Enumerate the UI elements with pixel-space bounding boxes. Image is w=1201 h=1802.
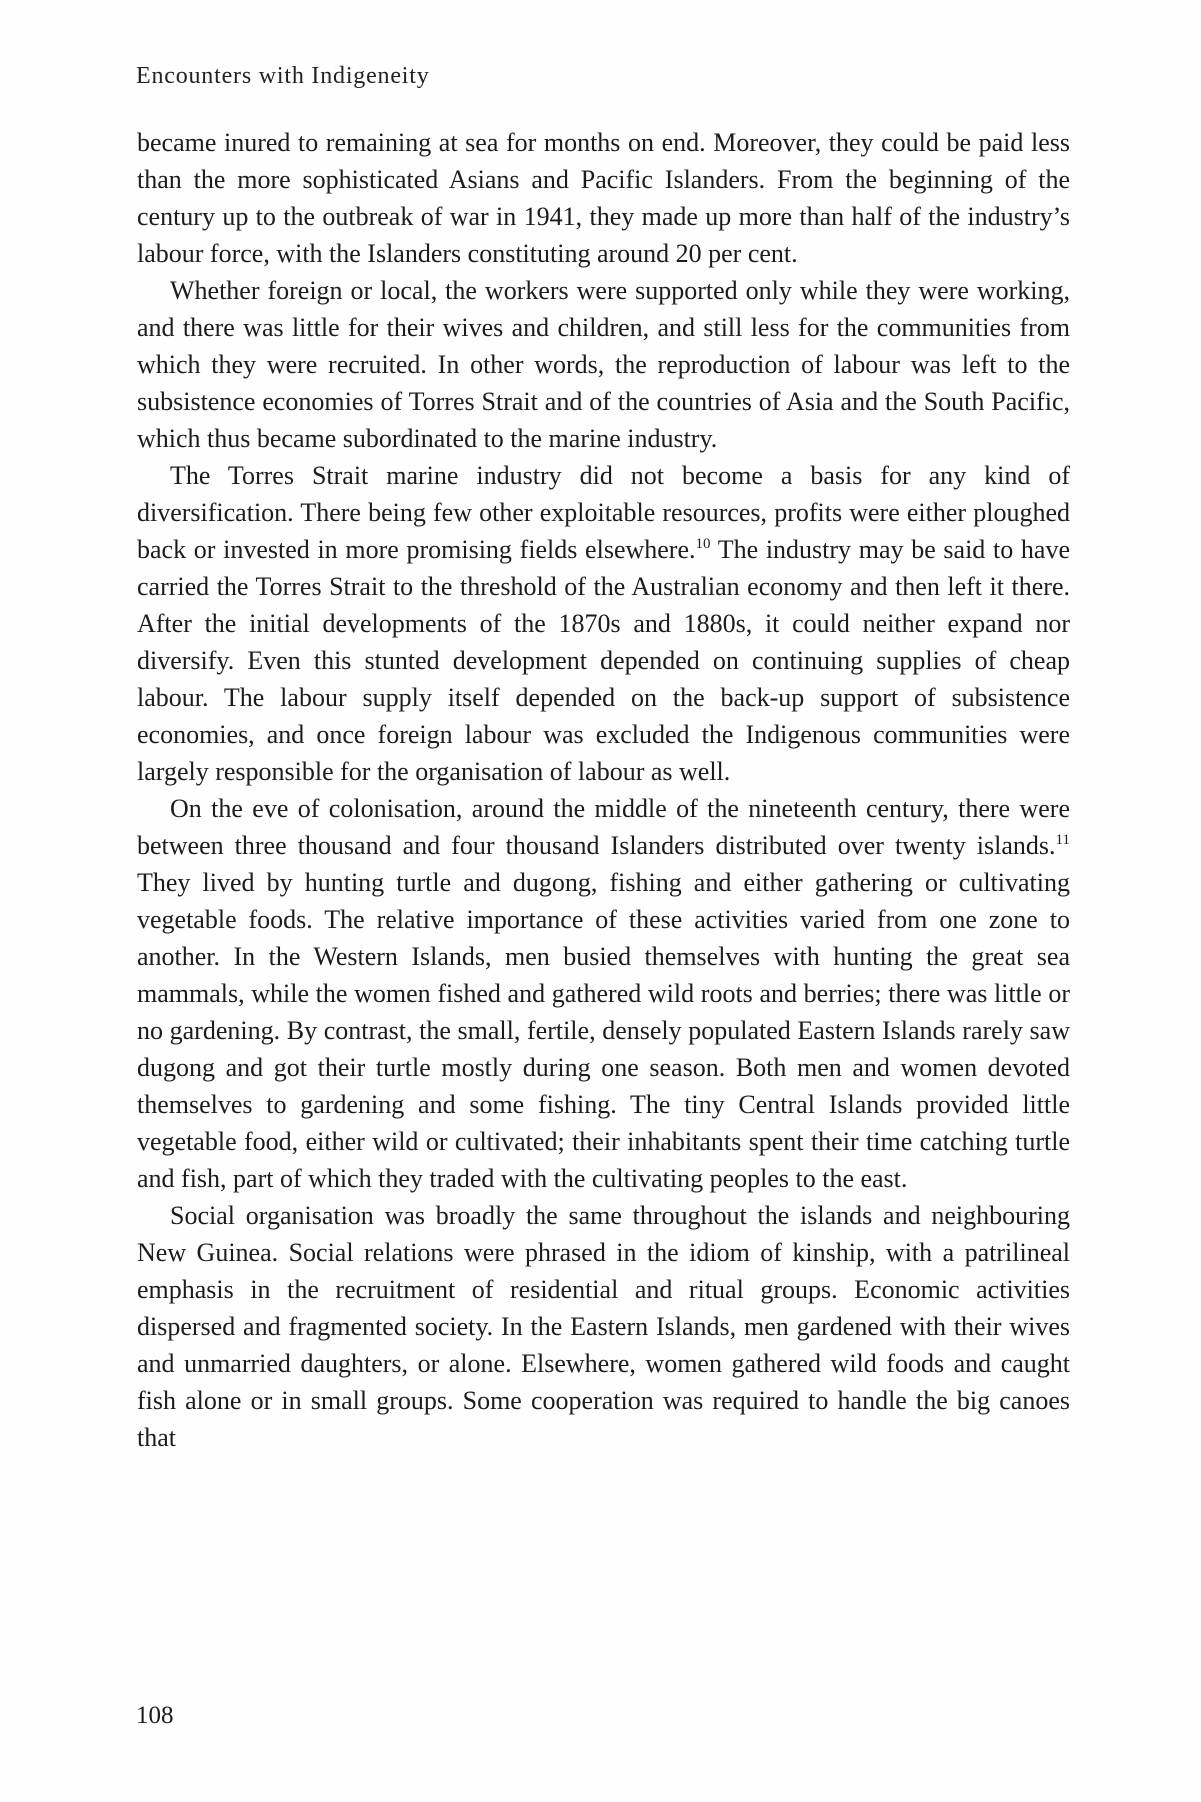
paragraph-text: On the eve of colonisation, around the middle of the nineteenth century, there were between three thousand and four thousand Islanders distributed over twenty islands. bbox=[137, 794, 1070, 860]
paragraph bbox=[137, 790, 1070, 1197]
paragraph: Whether foreign or local, the workers were supported only while they were working, and there was little for their wives and children, and still less for the communities from which they were recruited. In other words, the reproduction of labour was left to the subsistence economies of Torres Strait and of the countries of Asia and the South Pacific, which thus became subordinated to the marine industry. bbox=[137, 276, 1070, 453]
running-head: Encounters with Indigeneity bbox=[136, 63, 430, 89]
paragraph-text: The Torres Strait marine industry did not become a basis for any kind of diversification. There being few other exploitable resources, profits were either ploughed back or invested in more promising fields elsewhere. bbox=[137, 461, 1070, 564]
page-number: 108 bbox=[136, 1702, 174, 1729]
paragraph-text: They lived by hunting turtle and dugong, fishing and either gathering or cultivating vegetable foods. The relative importance of these activities varied from one zone to another. In the Western Islands, men busied themselves with hunting the great sea mammals, while the women fished and gathered wild roots and berries; there was little or no gardening. By contrast, the small, fertile, densely populated Eastern Islands rarely saw dugong and got their turtle mostly during one season. Both men and women devoted themselves to gardening and some fishing. The tiny Central Islands provided little vegetable food, either wild or cultivated; their inhabitants spent their time catching turtle and fish, part of which they traded with the cultivating peoples to the east. bbox=[137, 868, 1070, 1193]
body-text bbox=[137, 124, 1070, 1456]
paragraph-text: The industry may be said to have carried the Torres Strait to the threshold of the Australian economy and then left it there. After the initial developments of the 1870s and 1880s, it could neither expand nor diversify. Even this stunted development depended on continuing supplies of cheap labour. The labour supply itself depended on the back-up support of subsistence economies, and once foreign labour was excluded the Indigenous communities were largely responsible for the organisation of labour as well. bbox=[137, 535, 1070, 786]
paragraph-continuation: became inured to remaining at sea for months on end. Moreover, they could be paid less than the more sophisticated Asians and Pacific Islanders. From the beginning of the century up to the outbreak of war in 1941, they made up more than half of the industry’s labour force, with the Islanders constituting around 20 per cent. bbox=[137, 128, 1070, 268]
paragraph: Social organisation was broadly the same throughout the islands and neighbouring New Guinea. Social relations were phrased in the idiom of kinship, with a patrilineal emphasis in the recruitment of residential and ritual groups. Economic activities dispersed and fragmented society. In the Eastern Islands, men gardened with their wives and unmarried daughters, or alone. Elsewhere, women gathered wild foods and caught fish alone or in small groups. Some cooperation was required to handle the big canoes that bbox=[137, 1201, 1070, 1452]
footnote-reference-10: 10 bbox=[695, 536, 711, 552]
paragraph bbox=[137, 457, 1070, 790]
footnote-reference-11: 11 bbox=[1055, 832, 1070, 848]
